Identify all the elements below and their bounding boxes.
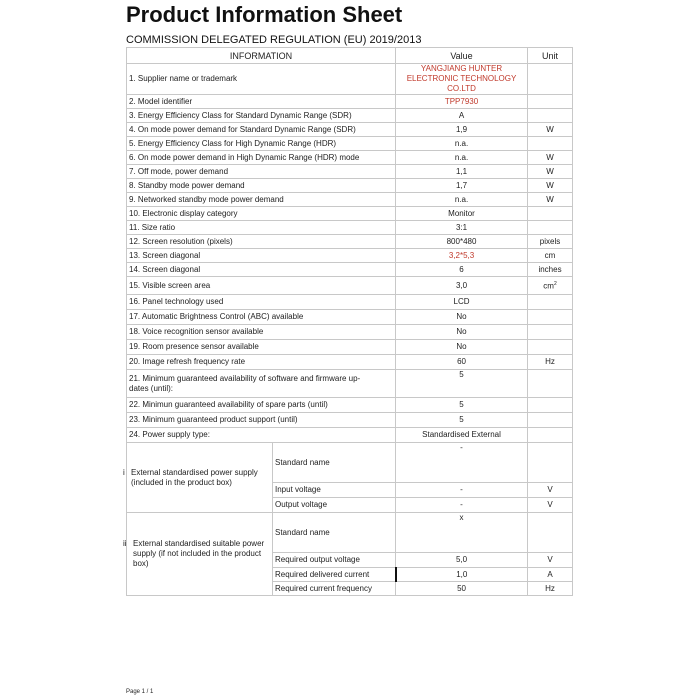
row-label: 9. Networked standby mode power demand (127, 193, 396, 207)
unit-text: cm (543, 281, 554, 291)
row-unit (528, 137, 573, 151)
psu-external-text: External standardised power supply (included in the product box) (131, 467, 258, 487)
row-unit (528, 370, 573, 398)
psu-field-name: Output voltage (273, 498, 396, 513)
table-row (127, 428, 573, 443)
row-label: 16. Panel technology used (127, 295, 396, 310)
row-unit: pixels (528, 235, 573, 249)
psu-field-value: - (396, 483, 528, 498)
regulation-subtitle: COMMISSION DELEGATED REGULATION (EU) 2019/2013 (126, 34, 422, 46)
row-label: 10. Electronic display category (127, 207, 396, 221)
row-unit (528, 64, 573, 95)
psu-field-name: Input voltage (273, 483, 396, 498)
row-value: Standardised External (396, 428, 528, 443)
psu-field-name: Standard name (273, 443, 396, 483)
psu-field-value: x (396, 513, 528, 553)
table-row (127, 151, 573, 165)
info-table (123, 47, 573, 596)
table-row (127, 263, 573, 277)
psu-field-unit: V (528, 498, 573, 513)
table-row (127, 64, 573, 95)
row-label: 6. On mode power demand in High Dynamic Range (HDR) mode (127, 151, 396, 165)
row-unit (528, 277, 573, 295)
row-value: TPP7930 (396, 95, 528, 109)
row-value: n.a. (396, 137, 528, 151)
row-label: 7. Off mode, power demand (127, 165, 396, 179)
table-row (127, 109, 573, 123)
row-label: 4. On mode power demand for Standard Dynamic Range (SDR) (127, 123, 396, 137)
psu-marker: i (123, 467, 125, 477)
psu-field-unit: A (528, 568, 573, 582)
row-value: No (396, 310, 528, 325)
row-label: 14. Screen diagonal (127, 263, 396, 277)
psu-field-unit: Hz (528, 582, 573, 596)
row-unit (528, 325, 573, 340)
row-label: 23. Minimum guaranteed product support (until) (127, 413, 396, 428)
page-footer: Page 1 / 1 (126, 689, 154, 695)
psu-suitable-row (127, 513, 573, 553)
table-row (127, 137, 573, 151)
row-unit (528, 207, 573, 221)
table-header-row (127, 48, 573, 64)
row-unit (528, 109, 573, 123)
row-unit (528, 340, 573, 355)
psu-field-name: Standard name (273, 513, 396, 553)
row-value: n.a. (396, 193, 528, 207)
psu-field-value: - (396, 443, 528, 483)
table-row (127, 221, 573, 235)
row-label: 15. Visible screen area (127, 277, 396, 295)
row-value: No (396, 340, 528, 355)
row-label: 3. Energy Efficiency Class for Standard Dynamic Range (SDR) (127, 109, 396, 123)
row-value: 800*480 (396, 235, 528, 249)
header-value: Value (396, 48, 528, 64)
psu-field-value: 5,0 (396, 553, 528, 568)
row-unit: W (528, 179, 573, 193)
psu-suitable-label (123, 513, 273, 596)
psu-field-unit (528, 513, 573, 553)
psu-field-name: Required delivered current (273, 568, 396, 582)
row-unit: inches (528, 263, 573, 277)
page-title: Product Information Sheet (126, 2, 403, 27)
row-label: 17. Automatic Brightness Control (ABC) available (127, 310, 396, 325)
header-unit: Unit (528, 48, 573, 64)
row-value: 1,9 (396, 123, 528, 137)
row-unit: W (528, 165, 573, 179)
row-unit (528, 428, 573, 443)
table-row (127, 123, 573, 137)
row-value: 1,7 (396, 179, 528, 193)
row-value: 5 (396, 413, 528, 428)
table-row (127, 179, 573, 193)
row-label: 22. Minimun guaranteed availability of spare parts (until) (127, 398, 396, 413)
row-value: No (396, 325, 528, 340)
unit-superscript: 2 (553, 281, 557, 288)
psu-field-name: Required output voltage (273, 553, 396, 568)
table-row (127, 95, 573, 109)
table-row (127, 165, 573, 179)
psu-marker: ii (123, 539, 127, 548)
psu-suitable-text: External standardised suitable power supply (if not included in the product box) (133, 539, 265, 568)
row-unit (528, 295, 573, 310)
table-row (127, 207, 573, 221)
row-label: 1. Supplier name or trademark (127, 64, 396, 95)
psu-field-unit (528, 443, 573, 483)
row-unit: W (528, 151, 573, 165)
row-label: 20. Image refresh frequency rate (127, 355, 396, 370)
table-row (127, 340, 573, 355)
row-unit (528, 310, 573, 325)
psu-field-value: 1,0 (396, 568, 528, 582)
row-label: 12. Screen resolution (pixels) (127, 235, 396, 249)
row-label-text: 21. Minimum guaranteed availability of software and firmware up-dates (until): (129, 373, 361, 393)
table-row (127, 295, 573, 310)
row-label: 24. Power supply type: (127, 428, 396, 443)
row-value: 3,2*5,3 (396, 249, 528, 263)
table-row (127, 370, 573, 398)
row-value: 60 (396, 355, 528, 370)
table-row (127, 413, 573, 428)
row-value: LCD (396, 295, 528, 310)
psu-field-unit: V (528, 483, 573, 498)
psu-field-name: Required current frequency (273, 582, 396, 596)
psu-external-row (127, 443, 573, 483)
table-row (127, 249, 573, 263)
row-unit (528, 95, 573, 109)
table-row (127, 310, 573, 325)
row-value: 5 (396, 398, 528, 413)
row-value: A (396, 109, 528, 123)
row-label: 8. Standby mode power demand (127, 179, 396, 193)
table-row (127, 398, 573, 413)
row-label: 2. Model identifier (127, 95, 396, 109)
row-value: Monitor (396, 207, 528, 221)
psu-field-value: 50 (396, 582, 528, 596)
table-row (127, 235, 573, 249)
row-label: 11. Size ratio (127, 221, 396, 235)
row-value: n.a. (396, 151, 528, 165)
psu-field-value: - (396, 498, 528, 513)
row-label: 18. Voice recognition sensor available (127, 325, 396, 340)
row-unit (528, 413, 573, 428)
row-value: 1,1 (396, 165, 528, 179)
row-unit: cm (528, 249, 573, 263)
table-row (127, 325, 573, 340)
row-unit: Hz (528, 355, 573, 370)
row-value: 3:1 (396, 221, 528, 235)
row-label: 13. Screen diagonal (127, 249, 396, 263)
row-unit: W (528, 123, 573, 137)
row-unit (528, 398, 573, 413)
row-value: 5 (396, 370, 528, 398)
psu-external-label (123, 443, 273, 513)
row-label: 5. Energy Efficiency Class for High Dynamic Range (HDR) (127, 137, 396, 151)
table-row (127, 355, 573, 370)
row-unit: W (528, 193, 573, 207)
row-label (127, 370, 396, 398)
row-value: 6 (396, 263, 528, 277)
psu-field-unit: V (528, 553, 573, 568)
header-information: INFORMATION (127, 48, 396, 64)
row-value: 3,0 (396, 277, 528, 295)
table-row (127, 193, 573, 207)
row-label: 19. Room presence sensor available (127, 340, 396, 355)
row-value: YANGJIANG HUNTER ELECTRONIC TECHNOLOGY CO.LTD (396, 64, 528, 95)
row-unit (528, 221, 573, 235)
table-row (127, 277, 573, 295)
